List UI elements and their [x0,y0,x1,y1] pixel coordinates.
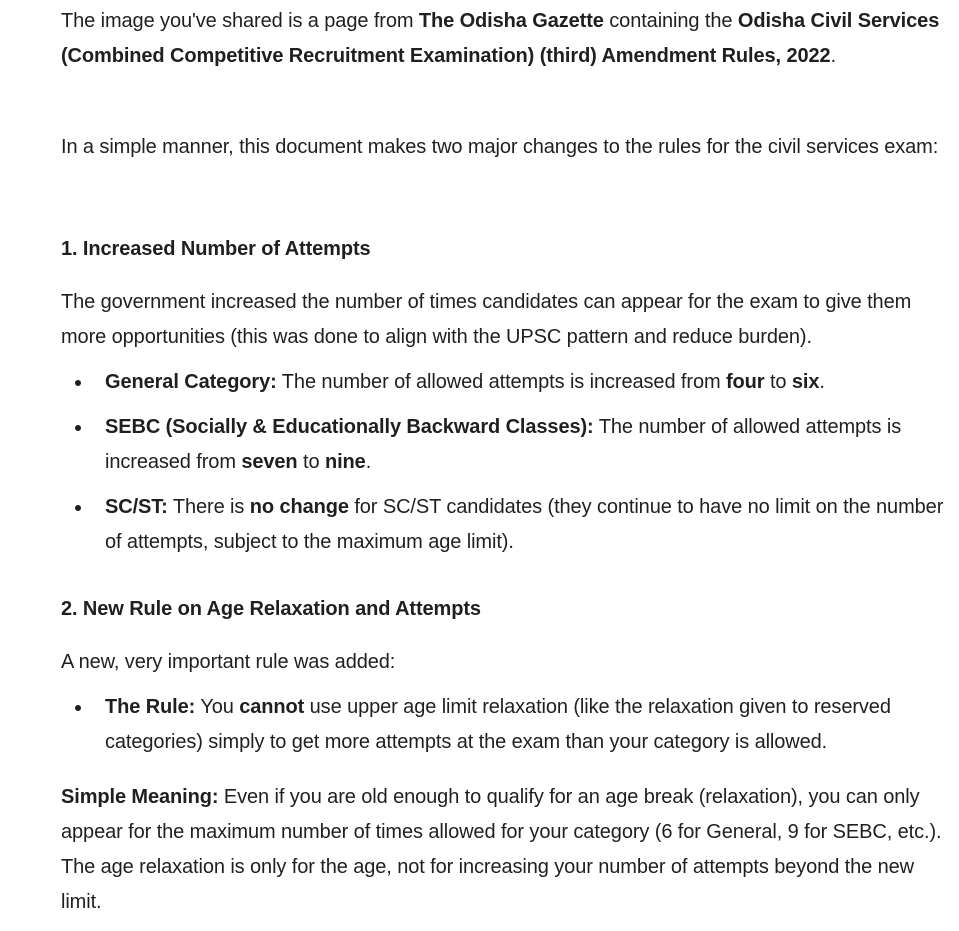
section2-bullet-list [61,690,951,770]
section2-heading: 2. New Rule on Age Relaxation and Attempts [61,598,481,620]
bullet-icon [75,705,81,711]
section2-paragraph: A new, very important rule was added: [61,651,396,673]
summary-paragraph: In a simple manner, this document makes two major changes to the rules for the civil services exam: [61,136,939,158]
list-item: General Category: The number of allowed attempts is increased from four to six. [61,365,951,400]
section1-bullet-list [61,365,951,570]
rules-title: Odisha Civil Services (Combined Competitive Recruitment Examination) (third) Amendment Rules, 2022 [61,10,940,67]
section1-paragraph: The government increased the number of times candidates can appear for the exam to give them more opportunities (this was done to align with the UPSC pattern and reduce burden). [61,291,912,348]
section1-heading: 1. Increased Number of Attempts [61,238,371,260]
bullet-icon [75,425,81,431]
intro-paragraph: The image you've shared is a page from The Odisha Gazette containing the Odisha Civil Services (Combined Competitive Recruitment Examination) (third) Amendment Rules, 2022. [61,10,940,67]
bullet-icon [75,505,81,511]
list-item: SEBC (Socially & Educationally Backward Classes): The number of allowed attempts is increased from seven to nine. [61,410,951,480]
list-item: SC/ST: There is no change for SC/ST candidates (they continue to have no limit on the number of attempts, subject to the maximum age limit). [61,490,951,560]
gazette-name: The Odisha Gazette [418,10,604,32]
simple-meaning-paragraph: Simple Meaning: Even if you are old enough to qualify for an age break (relaxation), you can only appear for the maximum number of times allowed for your category (6 for General, 9 for SEBC, etc.). The age relaxation is only for the age, not for increasing your number of attempts beyond the new limit. [61,786,942,913]
bullet-icon [75,380,81,386]
list-item: The Rule: You cannot use upper age limit relaxation (like the relaxation given to reserved categories) simply to get more attempts at the exam than your category is allowed. [61,690,951,760]
